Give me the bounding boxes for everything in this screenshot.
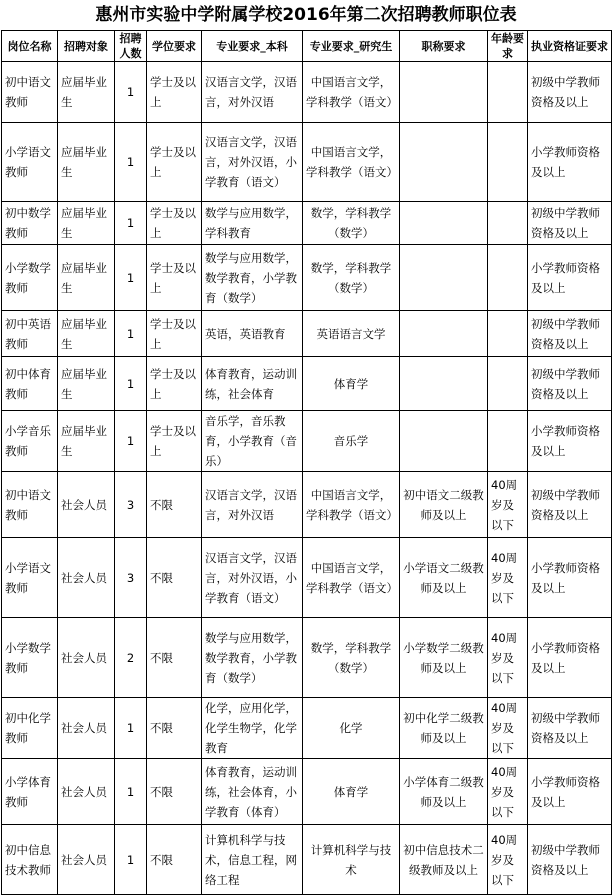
table-row — [2, 357, 612, 411]
table-row — [2, 759, 612, 825]
table-row — [2, 472, 612, 538]
cell-count: 1 — [115, 357, 147, 411]
cell-degree: 不限 — [147, 538, 202, 618]
cell-age — [488, 123, 528, 202]
cell-degree: 不限 — [147, 825, 202, 895]
header-position: 岗位名称 — [2, 31, 58, 62]
cell-age: 40周岁及以下 — [488, 759, 528, 825]
cell-age — [488, 62, 528, 123]
cell-major-bachelor: 数学与应用数学，数学教育，小学教育（数学） — [202, 618, 303, 698]
cell-major-graduate: 计算机科学与技术 — [303, 825, 400, 895]
cell-count: 1 — [115, 62, 147, 123]
cell-degree: 学士及以上 — [147, 357, 202, 411]
cell-position: 小学音乐教师 — [2, 411, 58, 472]
cell-major-graduate: 英语语言文学 — [303, 311, 400, 357]
cell-degree: 学士及以上 — [147, 411, 202, 472]
table-row — [2, 618, 612, 698]
cell-title-req: 初中化学二级教师及以上 — [400, 698, 488, 759]
header-cert: 执业资格证要求 — [528, 31, 612, 62]
cell-title-req: 初中信息技术二级教师及以上 — [400, 825, 488, 895]
cell-count: 1 — [115, 698, 147, 759]
cell-degree: 不限 — [147, 759, 202, 825]
cell-degree: 不限 — [147, 698, 202, 759]
cell-major-graduate: 体育学 — [303, 357, 400, 411]
cell-cert: 初级中学教师资格及以上 — [528, 698, 612, 759]
cell-major-bachelor: 体育教育，运动训练，社会体育，小学教育（体育） — [202, 759, 303, 825]
cell-title-req: 小学语文二级教师及以上 — [400, 538, 488, 618]
header-age: 年龄要求 — [488, 31, 528, 62]
table-title: 惠州市实验中学附属学校2016年第二次招聘教师职位表 — [95, 5, 517, 25]
cell-cert: 小学教师资格及以上 — [528, 123, 612, 202]
header-count: 招聘人数 — [115, 31, 147, 62]
header-row — [2, 31, 612, 62]
cell-cert: 初级中学教师资格及以上 — [528, 202, 612, 245]
cell-position: 初中信息技术教师 — [2, 825, 58, 895]
cell-position: 小学语文教师 — [2, 123, 58, 202]
cell-count: 1 — [115, 311, 147, 357]
cell-cert: 小学教师资格及以上 — [528, 618, 612, 698]
table-row — [2, 62, 612, 123]
cell-target: 社会人员 — [58, 618, 115, 698]
cell-count: 1 — [115, 411, 147, 472]
cell-major-bachelor: 汉语言文学，汉语言，对外汉语，小学教育（语文） — [202, 123, 303, 202]
cell-age: 40周岁及以下 — [488, 538, 528, 618]
cell-title-req: 小学数学二级教师及以上 — [400, 618, 488, 698]
cell-major-graduate: 数学，学科教学（数学） — [303, 618, 400, 698]
job-position-table — [1, 30, 612, 895]
cell-major-bachelor: 数学与应用数学，数学教育，小学教育（数学） — [202, 245, 303, 311]
cell-major-graduate: 化学 — [303, 698, 400, 759]
cell-count: 3 — [115, 538, 147, 618]
cell-target: 社会人员 — [58, 759, 115, 825]
cell-major-bachelor: 汉语言文学，汉语言，对外汉语 — [202, 62, 303, 123]
cell-position: 小学数学教师 — [2, 245, 58, 311]
table-row — [2, 538, 612, 618]
cell-cert: 小学教师资格及以上 — [528, 759, 612, 825]
cell-title-req: 小学体育二级教师及以上 — [400, 759, 488, 825]
cell-cert: 小学教师资格及以上 — [528, 245, 612, 311]
header-title-req: 职称要求 — [400, 31, 488, 62]
cell-position: 小学语文教师 — [2, 538, 58, 618]
cell-count: 2 — [115, 618, 147, 698]
cell-major-bachelor: 数学与应用数学，学科教育 — [202, 202, 303, 245]
cell-target: 社会人员 — [58, 472, 115, 538]
cell-major-graduate: 中国语言文学，学科教学（语文） — [303, 123, 400, 202]
cell-major-graduate: 体育学 — [303, 759, 400, 825]
cell-count: 1 — [115, 245, 147, 311]
cell-position: 初中语文教师 — [2, 472, 58, 538]
cell-title-req — [400, 123, 488, 202]
table-row — [2, 311, 612, 357]
table-row — [2, 245, 612, 311]
cell-target: 社会人员 — [58, 698, 115, 759]
cell-age: 40周岁及以下 — [488, 698, 528, 759]
cell-age: 40周岁及以下 — [488, 618, 528, 698]
table-row — [2, 202, 612, 245]
cell-count: 1 — [115, 759, 147, 825]
cell-target: 应届毕业生 — [58, 123, 115, 202]
cell-major-bachelor: 化学，应用化学，化学生物学，化学教育 — [202, 698, 303, 759]
cell-target: 应届毕业生 — [58, 311, 115, 357]
cell-degree: 学士及以上 — [147, 62, 202, 123]
cell-cert: 初级中学教师资格及以上 — [528, 311, 612, 357]
cell-title-req — [400, 245, 488, 311]
cell-cert: 小学教师资格及以上 — [528, 411, 612, 472]
cell-degree: 不限 — [147, 618, 202, 698]
cell-major-bachelor: 英语，英语教育 — [202, 311, 303, 357]
table-row — [2, 698, 612, 759]
cell-target: 应届毕业生 — [58, 245, 115, 311]
cell-position: 小学数学教师 — [2, 618, 58, 698]
cell-target: 应届毕业生 — [58, 202, 115, 245]
cell-major-bachelor: 汉语言文学，汉语言，对外汉语，小学教育（语文） — [202, 538, 303, 618]
table-row — [2, 411, 612, 472]
cell-target: 应届毕业生 — [58, 62, 115, 123]
cell-major-graduate: 中国语言文学，学科教学（语文） — [303, 538, 400, 618]
cell-target: 应届毕业生 — [58, 357, 115, 411]
cell-degree: 学士及以上 — [147, 245, 202, 311]
cell-target: 应届毕业生 — [58, 411, 115, 472]
cell-age — [488, 411, 528, 472]
cell-target: 社会人员 — [58, 825, 115, 895]
cell-major-bachelor: 汉语言文学，汉语言，对外汉语 — [202, 472, 303, 538]
cell-degree: 学士及以上 — [147, 202, 202, 245]
cell-title-req: 初中语文二级教师及以上 — [400, 472, 488, 538]
cell-position: 初中语文教师 — [2, 62, 58, 123]
cell-title-req — [400, 357, 488, 411]
cell-title-req — [400, 62, 488, 123]
cell-title-req — [400, 411, 488, 472]
cell-age — [488, 245, 528, 311]
cell-major-graduate: 数学，学科教学（数学） — [303, 245, 400, 311]
table-row — [2, 123, 612, 202]
cell-cert: 初级中学教师资格及以上 — [528, 357, 612, 411]
cell-age — [488, 357, 528, 411]
cell-degree: 不限 — [147, 472, 202, 538]
cell-major-graduate: 数学，学科教学（数学） — [303, 202, 400, 245]
cell-age: 40周岁及以下 — [488, 825, 528, 895]
header-target: 招聘对象 — [58, 31, 115, 62]
cell-age — [488, 202, 528, 245]
cell-cert: 初级中学教师资格及以上 — [528, 62, 612, 123]
cell-position: 初中体育教师 — [2, 357, 58, 411]
cell-count: 1 — [115, 123, 147, 202]
cell-count: 3 — [115, 472, 147, 538]
cell-position: 初中英语教师 — [2, 311, 58, 357]
header-degree: 学位要求 — [147, 31, 202, 62]
cell-degree: 学士及以上 — [147, 123, 202, 202]
cell-age: 40周岁及以下 — [488, 472, 528, 538]
cell-major-graduate: 中国语言文学，学科教学（语文） — [303, 62, 400, 123]
cell-major-bachelor: 计算机科学与技术，信息工程，网络工程 — [202, 825, 303, 895]
cell-position: 小学体育教师 — [2, 759, 58, 825]
cell-degree: 学士及以上 — [147, 311, 202, 357]
cell-count: 1 — [115, 825, 147, 895]
cell-major-bachelor: 音乐学，音乐教育，小学教育（音乐） — [202, 411, 303, 472]
cell-position: 初中数学教师 — [2, 202, 58, 245]
cell-count: 1 — [115, 202, 147, 245]
cell-cert: 初级中学教师资格及以上 — [528, 825, 612, 895]
cell-target: 社会人员 — [58, 538, 115, 618]
cell-title-req — [400, 202, 488, 245]
cell-cert: 小学教师资格及以上 — [528, 538, 612, 618]
header-major-bachelor: 专业要求_本科 — [202, 31, 303, 62]
cell-major-graduate: 音乐学 — [303, 411, 400, 472]
cell-age — [488, 311, 528, 357]
table-row — [2, 825, 612, 895]
cell-major-graduate: 中国语言文学，学科教学（语文） — [303, 472, 400, 538]
cell-position: 初中化学教师 — [2, 698, 58, 759]
cell-cert: 初级中学教师资格及以上 — [528, 472, 612, 538]
cell-title-req — [400, 311, 488, 357]
header-major-graduate: 专业要求_研究生 — [303, 31, 400, 62]
cell-major-bachelor: 体育教育，运动训练，社会体育 — [202, 357, 303, 411]
